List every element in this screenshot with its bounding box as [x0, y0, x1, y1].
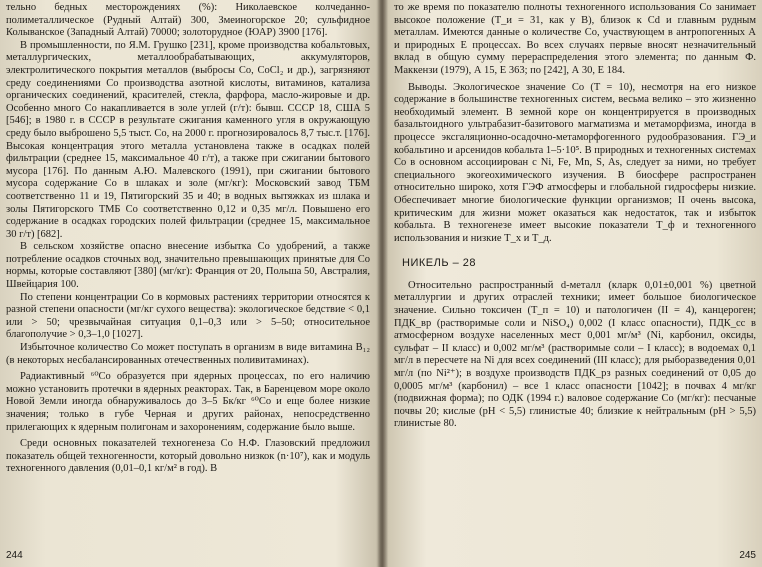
paragraph: тельно бедных месторождениях (%): Николаевское колчеданно-полиметаллическое (Рудный Алтай) 300, Змеиногорское 20; сульфидное Колыванское (Западный Алтай) 70000; золоторудное (ЮАР) 3900 [176]. [6, 2, 370, 39]
paragraph: Радиактивный ⁶⁰Co образуется при ядерных процессах, по его наличию можно установить протечки в ядерных реакторах. Так, в Баренцевом море около Новой Земли иногда обнаруживалось до 3–5 Бк/кг ⁶⁰Co и еще более низкие значения; только в губе Черная и других районах, непосредственно прилегающих к ядерным полигонам и захоронениям, содержание было выше. [6, 371, 370, 433]
paragraph: В сельском хозяйстве опасно внесение избытка Co удобрений, а также потребление осадков сточных вод, значительно превышающих принятые для Co нормы, которые составляют [380] (мг/кг): Франция от 20, Польша 50, Австралия, Швейцария 100. [6, 241, 370, 291]
right-page [386, 0, 762, 567]
left-page-text [6, 2, 370, 476]
left-page [0, 0, 378, 567]
paragraph: В промышленности, по Я.М. Грушко [231], кроме производства кобальтовых, металлургических, металлообрабатывающих, аккумуляторов, электролитического покрытия металлов (выбросы Co, CoCl₂ и др.), загрязняют среду соединениями Co производства азотной кислоты, витаминов, катализа органических соединений, красителей, стекла, фарфора, масло-жировые и др. Особенно много Co накапливается в золе углей (г/т): бывш. СССР 18, США 5 [546]; в 1980 г. в СССР в результате сжигания каменного угля в окружающую среду было выброшено 5,5 тыст. Co, на 2000 г. прогнозировалось 8,7 тыс.т. [176]. Высокая концентрация этого металла установлена также в осадках полей фильтрации (среднее 15, максимальное 40 г/т), а также при сжигании бытового мусора [176]. По данным А.Ю. Малевского (1991), при сжигании бытового мусора содержание Co в шлаках и золе (мг/кг): Московский завод ТБМ соответственно 11 и 19, Пятигорский 35 и 40; в водных вытяжках из шлака и золы Пятигорского ТМБ Co соответственно 0,12 и 0,35 мг/л. Повышено его содержание в осадках городских полей фильтрации (среднее 15, максимальное 30 г/т) [682]. [6, 39, 370, 240]
right-page-text [394, 2, 756, 431]
paragraph: Относительно распространный d-металл (кларк 0,01±0,001 %) цветной металлургии и других отраслей техники; имеет большое биологическое значение. Сильно токсичен (T_п = 10) и патологичен (II = 4), канцероген; ПДК_вр (растворимые соли и NiSO₄) 0,002 (I класс опасности), ПДК_сс в атмосферном воздухе населенных мест 0,001 мг/м³ (Ni, карбонил, оксиды, сульфат – II класс) и 0,002 мг/м³ (растворимые соли – I класс); в водоемах 0,1 мг/л в пересчете на Ni для всех соединений (III класс); для рыборазведения 0,01 мг/л (по Ni²⁺); в воздухе производств ПДК_рз разных соединений от 0,05 до 0,0005 мг/м³ (карбонил) – все 1 класс опасности [1042]; в почвах 4 мг/кг (подвижная форма); по ОДК (1994 г.) валовое содержание Co (мг/кг): песчаные почвы 20; кислые (pH < 5,5) глинистые 40; близкие к нейтральным (pH > 5,5) глинистые 80. [394, 279, 756, 430]
section-heading: НИКЕЛЬ – 28 [402, 257, 476, 270]
paragraph: то же время по показателю полноты техногенного использования Co занимает высокое положение (T_и = 31, как у B), близок к Cd и главным рудным металлам. Имеются данные о количестве Co, участвующем в антропогенных А и природных Е процессах. Во всех случаях первые вносят незначительный вклад в общую сумму перераспределения этого элемента; по данным Ф. Маккензи (1979), А 15, Е 363; по [242], А 30, Е 184. [394, 2, 756, 76]
page-number: 245 [739, 550, 756, 561]
paragraph: Избыточное количество Co может поступать в организм в виде витамина B₁₂ (в некоторых несбалансированных отечественных поливитаминах). [6, 342, 370, 366]
paragraph: Выводы. Экологическое значение Co (T = 10), несмотря на его низкое содержание в большинстве техногенных систем, весьма велико – это жизненно необходимый элемент. В земной коре он концентрируется в производных базальтоидного ультрабазит-базитового магматизма и метаморфизма, иногда в процессе эксгаляционно-осадочно-метаморфогенного рудообразования. ГЭ_и кобальтино и арсенидов кобальта 1–5·10⁵. В природных и техногенных системах Co в основном ассоциирован с Ni, Fe, Mn, S, As, следует за ними, но требует специального экогеохимического изучения. В биосфере распространен относительно широко, хотя ГЭФ атмосферы и глобальной гидросферы низкие. Обеспечивает многие биологические функции организмов; II очень высока, критическим для жизни может оказаться как недостаток, так и избыток кобальта. В техногенезе имеет высокие показатели T_ф и техногенного использования и низкие T_х и T_д. [394, 81, 756, 244]
paragraph: По степени концентрации Co в кормовых растениях территории относятся к разной степени опасности (мг/кг сухого вещества): экологическое бедствие < 0,1 или > 50; чрезвычайная ситуация 0,1–0,3 или > 5–50; относительное благополучие > 0,3–1,0 [1027]. [6, 291, 370, 341]
page-number: 244 [6, 550, 23, 561]
paragraph: Среди основных показателей техногенеза Co Н.Ф. Глазовский предложил показатель общей техногенности, который довольно низкок (n·10⁷), как и модуль техногенного давления (0,01–0,1 кг/м² в год). В [6, 438, 370, 475]
